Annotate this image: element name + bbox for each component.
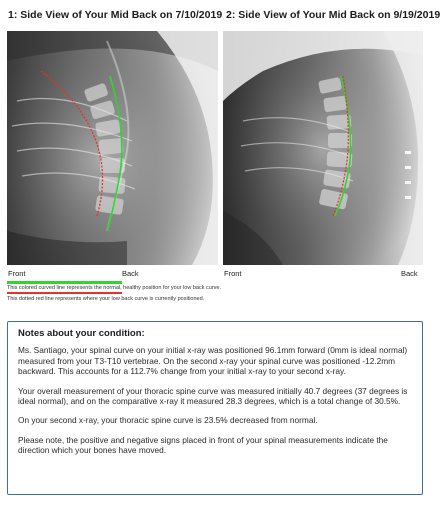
xray-image-1	[7, 31, 218, 265]
notes-paragraph-2: Your overall measurement of your thoracic spine curve was measured initially 40.7 degrees (37 degrees is ideal normal), and on the comparative x-ray it measured 28.3 degrees, which is a total change of 30.5%.	[18, 385, 408, 407]
xray-2-title: 2: Side View of Your Mid Back on 9/19/2019	[226, 9, 441, 21]
xray-2-front-label: Front	[224, 269, 242, 278]
xray-2-back-label: Back	[401, 269, 418, 278]
notes-paragraph-4: Please note, the positive and negative signs placed in front of your spinal measurements indicate the direction which your bones have moved.	[18, 434, 388, 456]
xray-1-title: 1: Side View of Your Mid Back on 7/10/2019	[8, 9, 223, 21]
legend-red-line	[7, 292, 122, 294]
xray-image-2	[223, 31, 423, 265]
legend-green-text: This colored curved line represents the normal, healthy position for your low back curve.	[7, 285, 221, 291]
legend-green-line	[7, 281, 122, 284]
xray-1-front-label: Front	[8, 269, 26, 278]
xray-1-back-label: Back	[122, 269, 139, 278]
notes-paragraph-3: On your second x-ray, your thoracic spine curve is 23.5% decreased from normal.	[18, 415, 318, 426]
notes-box	[7, 321, 423, 495]
legend-red-text: This dotted red line represents where your low back curve is currently positioned.	[7, 296, 205, 302]
notes-heading: Notes about your condition:	[18, 328, 145, 339]
notes-paragraph-1: Ms. Santiago, your spinal curve on your initial x-ray was positioned 96.1mm forward (0mm is ideal normal) measured from your T3-T10 vertebrae. On the second x-ray your spinal curve was positioned -12.2mm backward. This accounts for a 112.7% change from your initial x-ray to your second x-ray.	[18, 345, 408, 377]
